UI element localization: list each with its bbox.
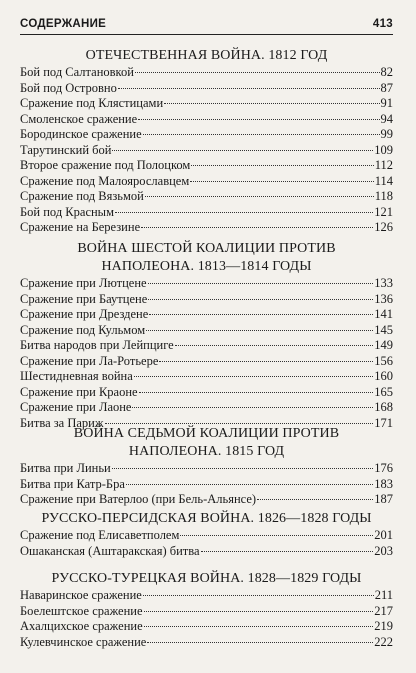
dot-leader: [148, 283, 374, 284]
dot-leader: [180, 535, 373, 536]
entry-page-number: 126: [374, 220, 393, 234]
toc-entry[interactable]: [20, 354, 393, 370]
entry-page-number: 118: [374, 189, 393, 203]
toc-entry[interactable]: [20, 127, 393, 143]
toc-entry[interactable]: [20, 307, 393, 323]
entry-page-number: 149: [374, 338, 393, 352]
dot-leader: [112, 468, 374, 469]
entry-title: Битва при Катр-Бра: [20, 476, 125, 491]
toc-entry[interactable]: [20, 492, 393, 508]
entry-page-number: 114: [374, 173, 393, 188]
toc-entry[interactable]: [20, 477, 393, 493]
dot-leader: [257, 499, 373, 500]
section-title: РУССКО-ТУРЕЦКАЯ ВОЙНА. 1828—1829 ГОДЫ: [51, 571, 362, 586]
dot-leader: [144, 611, 374, 612]
entry-title: Кулевчинское сражение: [20, 634, 147, 649]
entry-title: Сражение при Дрездене: [20, 307, 149, 321]
entry-page-number: 201: [374, 528, 393, 542]
entry-title: Битва народов при Лейпциге: [20, 338, 174, 352]
entry-page-number: 217: [374, 603, 393, 618]
entry-title: Сражение на Березине: [20, 220, 141, 234]
toc-entry[interactable]: [20, 400, 393, 416]
toc-entry[interactable]: [20, 143, 393, 159]
entry-title: Шестидневная война: [20, 369, 133, 383]
entry-title: Ахалцихское сражение: [20, 619, 143, 633]
toc-entry[interactable]: [20, 189, 393, 205]
toc-entry[interactable]: [20, 385, 393, 401]
entry-title: Бой под Салтановкой: [20, 65, 134, 79]
dot-leader: [135, 72, 380, 73]
entry-page-number: 222: [374, 634, 393, 649]
dot-leader: [112, 150, 373, 151]
dot-leader: [159, 361, 373, 362]
entry-title: Сражение при Ла-Ротьере: [20, 353, 159, 368]
entry-title: Битва за Париж: [20, 415, 104, 430]
entry-title: Тарутинский бой: [20, 142, 112, 157]
entry-title: Бой под Островно: [20, 80, 117, 95]
dot-leader: [143, 134, 380, 135]
toc-entry[interactable]: [20, 158, 393, 174]
entry-page-number: 176: [374, 461, 393, 475]
dot-leader: [105, 423, 374, 424]
dot-leader: [143, 595, 374, 596]
entry-title: Сражение под Малоярославцем: [20, 173, 190, 188]
entry-title: Бой под Красным: [20, 204, 114, 219]
dot-leader: [145, 196, 374, 197]
dot-leader: [148, 299, 373, 300]
toc-entry[interactable]: [20, 635, 393, 651]
toc-section: [20, 47, 393, 236]
toc-entry[interactable]: [20, 528, 393, 544]
section-title: ВОЙНА ШЕСТОЙ КОАЛИЦИИ ПРОТИВ: [77, 241, 336, 256]
toc-entry[interactable]: [20, 461, 393, 477]
entry-page-number: 112: [374, 158, 393, 172]
dot-leader: [132, 407, 373, 408]
toc-entry[interactable]: [20, 174, 393, 190]
dot-leader: [118, 88, 380, 89]
toc-entry[interactable]: [20, 619, 393, 635]
entry-page-number: 165: [374, 384, 393, 399]
dot-leader: [134, 376, 373, 377]
entry-page-number: 168: [374, 400, 393, 414]
dot-leader: [138, 119, 379, 120]
toc-entry[interactable]: [20, 604, 393, 620]
toc-entry[interactable]: [20, 205, 393, 221]
section-title: РУССКО-ПЕРСИДСКАЯ ВОЙНА. 1826—1828 ГОДЫ: [41, 511, 372, 526]
header-title: СОДЕРЖАНИЕ: [20, 18, 107, 30]
toc-entry[interactable]: [20, 338, 393, 354]
entry-title: Наваринское сражение: [20, 588, 142, 602]
dot-leader: [115, 212, 373, 213]
dot-leader: [146, 330, 373, 331]
entry-page-number: 109: [374, 142, 393, 157]
entry-page-number: 94: [380, 111, 393, 126]
dot-leader: [175, 345, 374, 346]
entry-title: Смоленское сражение: [20, 111, 138, 126]
entry-page-number: 91: [380, 96, 393, 110]
entry-page-number: 171: [374, 415, 393, 430]
entry-page-number: 211: [374, 588, 393, 602]
dot-leader: [139, 392, 374, 393]
section-title: ОТЕЧЕСТВЕННАЯ ВОЙНА. 1812 ГОД: [85, 48, 328, 63]
entry-title: Сражение при Баутцене: [20, 291, 148, 306]
entry-title: Ошаканская (Аштаракская) битва: [20, 543, 200, 558]
entry-title: Сражение под Елисаветполем: [20, 528, 180, 542]
entry-page-number: 145: [374, 322, 393, 337]
entry-page-number: 219: [374, 619, 393, 633]
toc-section: [20, 570, 393, 650]
toc-section: [20, 425, 393, 508]
dot-leader: [141, 227, 373, 228]
entry-page-number: 156: [374, 353, 393, 368]
entry-title: Сражение при Краоне: [20, 384, 138, 399]
entry-title: Сражение при Ватерлоо (при Бель-Альянсе): [20, 492, 257, 506]
section-title: ВОЙНА СЕДЬМОЙ КОАЛИЦИИ ПРОТИВ: [73, 426, 340, 441]
dot-leader: [149, 314, 373, 315]
entry-page-number: 183: [374, 476, 393, 491]
dot-leader: [191, 165, 373, 166]
toc-entry[interactable]: [20, 112, 393, 128]
entry-page-number: 187: [374, 492, 393, 506]
running-header: [20, 14, 393, 35]
toc-entry[interactable]: [20, 369, 393, 385]
entry-page-number: 99: [380, 127, 393, 141]
toc-entry[interactable]: [20, 220, 393, 236]
section-title: НАПОЛЕОНА. 1813—1814 ГОДЫ: [101, 259, 312, 274]
entry-page-number: 82: [380, 65, 393, 79]
entry-title: Сражение под Клястицами: [20, 96, 164, 110]
entry-page-number: 133: [374, 276, 393, 290]
toc-section: [20, 240, 393, 431]
section-title: НАПОЛЕОНА. 1815 ГОД: [128, 444, 285, 459]
toc-entry[interactable]: [20, 323, 393, 339]
entry-title: Сражение под Вязьмой: [20, 189, 144, 203]
entry-title: Второе сражение под Полоцком: [20, 158, 191, 172]
dot-leader: [126, 484, 373, 485]
dot-leader: [164, 103, 379, 104]
toc-entry[interactable]: [20, 81, 393, 97]
toc-entry[interactable]: [20, 65, 393, 81]
page-number: 413: [372, 18, 393, 30]
entry-page-number: 121: [374, 204, 393, 219]
toc-section: [20, 510, 393, 559]
entry-page-number: 136: [374, 291, 393, 306]
dot-leader: [190, 181, 373, 182]
toc-entry[interactable]: [20, 588, 393, 604]
entry-page-number: 87: [380, 80, 393, 95]
dot-leader: [144, 626, 374, 627]
entry-page-number: 141: [374, 307, 393, 321]
entry-page-number: 203: [374, 543, 393, 558]
entry-title: Сражение под Кульмом: [20, 322, 146, 337]
dot-leader: [201, 551, 374, 552]
entry-title: Боелештское сражение: [20, 603, 143, 618]
toc-entry[interactable]: [20, 544, 393, 560]
entry-title: Сражение при Лаоне: [20, 400, 132, 414]
entry-page-number: 160: [374, 369, 393, 383]
dot-leader: [147, 642, 373, 643]
entry-title: Сражение при Лютцене: [20, 276, 147, 290]
toc-entry[interactable]: [20, 292, 393, 308]
toc-entry[interactable]: [20, 276, 393, 292]
entry-title: Бородинское сражение: [20, 127, 142, 141]
toc-entry[interactable]: [20, 96, 393, 112]
entry-title: Битва при Линьи: [20, 461, 111, 475]
